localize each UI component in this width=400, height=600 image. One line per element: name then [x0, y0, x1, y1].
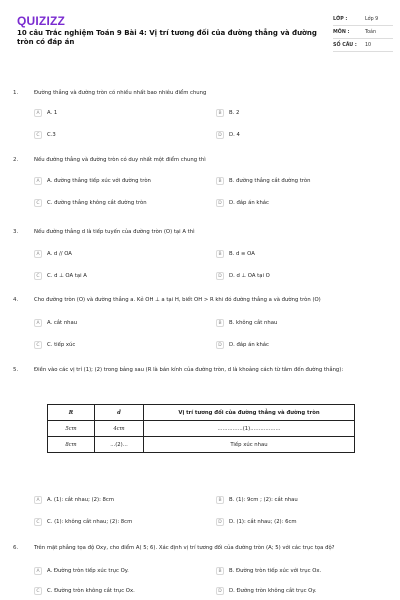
- table-header-cell: d: [95, 405, 144, 421]
- position-table: [47, 404, 355, 453]
- table-header-cell: R: [48, 405, 95, 421]
- option-letter-badge: C: [34, 341, 42, 349]
- option-letter-badge: D: [216, 587, 224, 595]
- table-cell: 4cm: [95, 421, 144, 437]
- question-number: 1.: [13, 90, 19, 96]
- option-text: C.3: [47, 132, 56, 138]
- table-header-cell: Vị trí tương đối của đường thẳng và đường tròn: [144, 405, 355, 421]
- question-number: 2.: [13, 157, 19, 163]
- option-letter-badge: D: [216, 341, 224, 349]
- question-text: Nếu đường thẳng d là tiếp tuyến của đường tròn (O) tại A thì: [34, 229, 195, 235]
- question-number: 6.: [13, 545, 19, 551]
- option-a[interactable]: [34, 567, 129, 575]
- option-a[interactable]: [34, 109, 57, 117]
- meta-row-count: [333, 41, 393, 52]
- option-text: C. (1): không cắt nhau; (2): 8cm: [47, 519, 133, 525]
- option-b[interactable]: [216, 109, 239, 117]
- option-c[interactable]: [34, 131, 56, 139]
- question-number: 4.: [13, 297, 19, 303]
- worksheet-title: 10 câu Trắc nghiệm Toán 9 Bài 4: Vị trí tương đối của đường thẳng và đường tròn có đáp án: [17, 29, 317, 46]
- option-b[interactable]: [216, 319, 277, 327]
- option-b[interactable]: [216, 177, 310, 185]
- option-text: D. 4: [229, 132, 240, 138]
- option-text: C. đường thẳng không cắt đường tròn: [47, 200, 147, 206]
- option-letter-badge: C: [34, 199, 42, 207]
- option-a[interactable]: [34, 319, 77, 327]
- option-text: B. d ≡ OA: [229, 251, 255, 257]
- question-number: 3.: [13, 229, 19, 235]
- option-letter-badge: A: [34, 567, 42, 575]
- option-text: C. d ⊥ OA tại A: [47, 273, 87, 279]
- option-letter-badge: D: [216, 131, 224, 139]
- option-letter-badge: C: [34, 518, 42, 526]
- option-text: A. 1: [47, 110, 58, 116]
- meta-key: MÔN :: [333, 30, 350, 35]
- option-c[interactable]: [34, 518, 132, 526]
- meta-row-class: [333, 15, 393, 26]
- option-b[interactable]: [216, 250, 255, 258]
- quizizz-logo: QUIZIZZ: [17, 14, 66, 28]
- option-text: D. Đường tròn không cắt trục Oy.: [229, 588, 317, 594]
- option-a[interactable]: [34, 177, 151, 185]
- table-cell: ...............(1)..................: [144, 421, 355, 437]
- option-letter-badge: B: [216, 250, 224, 258]
- option-text: A. đường thẳng tiếp xúc với đường tròn: [47, 178, 151, 184]
- option-letter-badge: A: [34, 109, 42, 117]
- meta-value: 10: [365, 43, 372, 48]
- option-text: B. 2: [229, 110, 240, 116]
- meta-panel: [333, 15, 393, 54]
- option-text: A. cắt nhau: [47, 320, 78, 326]
- table-cell: ...(2)...: [95, 437, 144, 453]
- option-c[interactable]: [34, 272, 87, 280]
- option-b[interactable]: [216, 496, 298, 504]
- option-text: B. Đường tròn tiếp xúc với trục Ox.: [229, 568, 322, 574]
- option-letter-badge: B: [216, 496, 224, 504]
- option-text: D. đáp án khác: [229, 200, 269, 206]
- option-letter-badge: B: [216, 319, 224, 327]
- option-letter-badge: A: [34, 496, 42, 504]
- option-letter-badge: D: [216, 199, 224, 207]
- option-text: D. đáp án khác: [229, 342, 269, 348]
- option-text: B. không cắt nhau: [229, 320, 278, 326]
- option-d[interactable]: [216, 341, 269, 349]
- option-letter-badge: A: [34, 250, 42, 258]
- question-number: 5.: [13, 367, 19, 373]
- option-letter-badge: C: [34, 272, 42, 280]
- option-c[interactable]: [34, 199, 147, 207]
- table-row: [48, 421, 355, 437]
- option-text: A. d // OA: [47, 251, 72, 257]
- option-text: B. (1): 9cm ; (2): cắt nhau: [229, 497, 298, 503]
- option-letter-badge: A: [34, 177, 42, 185]
- meta-row-subject: [333, 28, 393, 39]
- option-letter-badge: D: [216, 518, 224, 526]
- option-text: D. d ⊥ OA tại O: [229, 273, 270, 279]
- option-text: C. tiếp xúc: [47, 342, 76, 348]
- table-row: [48, 437, 355, 453]
- option-d[interactable]: [216, 272, 270, 280]
- option-text: B. đường thẳng cắt đường tròn: [229, 178, 311, 184]
- meta-key: SỐ CÂU :: [333, 43, 357, 48]
- table-cell: 8cm: [48, 437, 95, 453]
- meta-key: LỚP :: [333, 17, 348, 22]
- option-d[interactable]: [216, 199, 269, 207]
- option-letter-badge: B: [216, 177, 224, 185]
- option-letter-badge: B: [216, 109, 224, 117]
- option-c[interactable]: [34, 341, 75, 349]
- option-text: A. Đường tròn tiếp xúc trục Oy.: [47, 568, 129, 574]
- option-d[interactable]: [216, 587, 316, 595]
- option-letter-badge: B: [216, 567, 224, 575]
- table-header-row: [48, 405, 355, 421]
- option-a[interactable]: [34, 250, 72, 258]
- option-text: C. Đường tròn không cắt trục Ox.: [47, 588, 135, 594]
- option-c[interactable]: [34, 587, 135, 595]
- option-letter-badge: C: [34, 131, 42, 139]
- option-letter-badge: A: [34, 319, 42, 327]
- question-text: Điền vào các vị trí (1); (2) trong bảng sau (R là bán kính của đường tròn, d là khoảng cách từ tâm đến đường thẳng):: [34, 367, 344, 373]
- meta-value: Toán: [365, 30, 377, 35]
- option-letter-badge: D: [216, 272, 224, 280]
- option-letter-badge: C: [34, 587, 42, 595]
- option-text: A. (1): cắt nhau; (2): 8cm: [47, 497, 114, 503]
- option-d[interactable]: [216, 518, 297, 526]
- option-b[interactable]: [216, 567, 321, 575]
- question-text: Trên mặt phẳng tọa độ Oxy, cho điểm A( 5; 6). Xác định vị trí tương đối của đường tròn (A; 5) với các trục tọa độ?: [34, 545, 335, 551]
- question-text: Đường thẳng và đường tròn có nhiều nhất bao nhiêu điểm chung: [34, 90, 207, 96]
- table-cell: 5cm: [48, 421, 95, 437]
- question-text: Nếu đường thẳng và đường tròn có duy nhất một điểm chung thì: [34, 157, 206, 163]
- option-d[interactable]: [216, 131, 240, 139]
- option-a[interactable]: [34, 496, 114, 504]
- question-text: Cho đường tròn (O) và đường thẳng a. Kẻ OH ⊥ a tại H, biết OH > R khi đó đường thẳng a và đường tròn (O): [34, 297, 321, 303]
- meta-value: Lớp 9: [365, 17, 379, 22]
- table-cell: Tiếp xúc nhau: [144, 437, 355, 453]
- option-text: D. (1): cắt nhau; (2): 6cm: [229, 519, 297, 525]
